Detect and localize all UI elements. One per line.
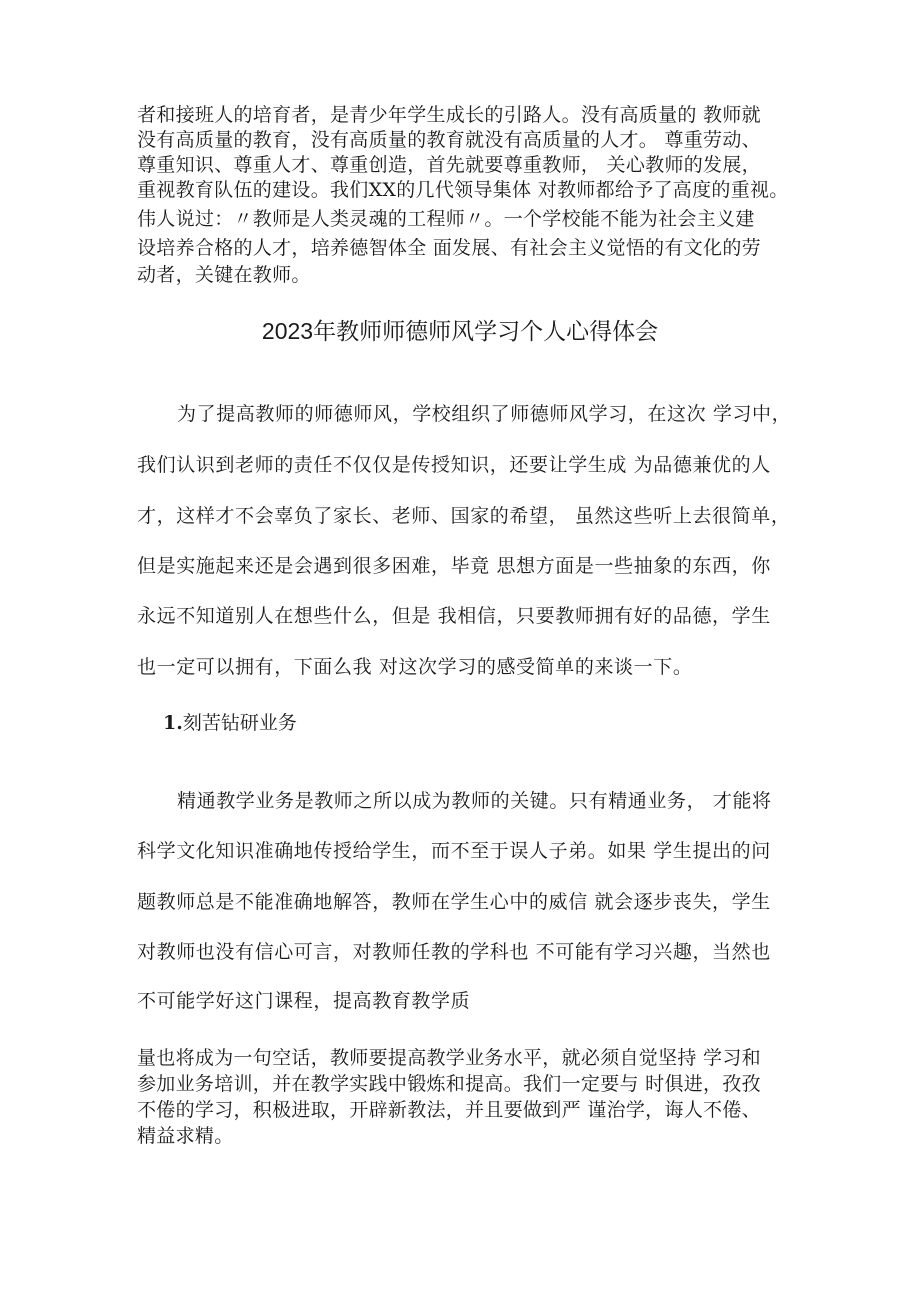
intro-line-2: 没有高质量的教育，没有高质量的教育就没有高质量的人才。 尊重劳动、 (137, 129, 761, 151)
paragraph-3-line-1: 量也将成为一句空话，教师要提高教学业务水平，就必须自觉坚持 学习和 (137, 1047, 761, 1069)
section-heading (163, 710, 297, 736)
paragraph-3-line-4: 精益求精。 (137, 1125, 234, 1147)
paragraph-1-line-4: 但是实施起来还是会遇到很多困难，毕竟 思想方面是一些抽象的东西，你 (137, 555, 771, 577)
intro-line-5: 伟人说过：〃教师是人类灵魂的工程师〃。一个学校能不能为社会主义建 (137, 208, 755, 230)
paragraph-2-line-1-text: 精通教学业务是教师之所以成为教师的关键。只有精通业务， 才能将 (177, 790, 772, 812)
intro-line-4: 重视教育队伍的建设。我们XX的几代领导集体 对教师都给予了高度的重视。 (137, 179, 789, 201)
intro-line-7: 动者，关键在教师。 (137, 264, 311, 286)
paragraph-1-line-6: 也一定可以拥有，下面么我 对这次学习的感受简单的来谈一下。 (137, 656, 693, 678)
paragraph-2-line-3: 题教师总是不能准确地解答，教师在学生心中的威信 就会逐步丧失，学生 (137, 891, 771, 913)
paragraph-1-line-2: 我们认识到老师的责任不仅仅是传授知识，还要让学生成 为品德兼优的人 (137, 454, 771, 476)
paragraph-2-line-1 (137, 788, 817, 814)
paragraph-3-line-3: 不倦的学习，积极进取，开辟新教法，并且要做到严 谨治学，诲人不倦、 (137, 1099, 761, 1121)
paragraph-1-line-5: 永远不知道别人在想些什么，但是 我相信，只要教师拥有好的品德，学生 (137, 605, 771, 627)
paragraph-3-line-2: 参加业务培训，并在教学实践中锻炼和提高。我们一定要与 时俱进，孜孜 (137, 1073, 761, 1095)
intro-line-1: 者和接班人的培育者，是青少年学生成长的引路人。没有高质量的 教师就 (137, 104, 761, 126)
section-heading-number: 1. (163, 712, 183, 734)
intro-line-3: 尊重知识、尊重人才、尊重创造，首先就要尊重教师， 关心教师的发展， (137, 154, 761, 176)
paragraph-1-line-1 (137, 401, 817, 427)
paragraph-2-line-4: 对教师也没有信心可言，对教师任教的学科也 不可能有学习兴趣，当然也 (137, 941, 771, 963)
paragraph-2-line-5: 不可能学好这门课程，提高教育教学质 (137, 990, 471, 1012)
paragraph-1-line-3: 才，这样才不会辜负了家长、老师、国家的希望， 虽然这些听上去很简单， (137, 505, 791, 527)
intro-line-6: 设培养合格的人才，培养德智体全 面发展、有社会主义觉悟的有文化的劳 (137, 237, 761, 259)
paragraph-2-line-2: 科学文化知识准确地传授给学生，而不至于误人子弟。如果 学生提出的问 (137, 840, 771, 862)
section-heading-text: 刻苦钻研业务 (182, 712, 297, 734)
paragraph-1-line-1-text: 为了提高教师的师德师风，学校组织了师德师风学习，在这次 学习中， (177, 403, 792, 425)
document-title: 2023年教师师德师风学习个人心得体会 (261, 318, 659, 344)
